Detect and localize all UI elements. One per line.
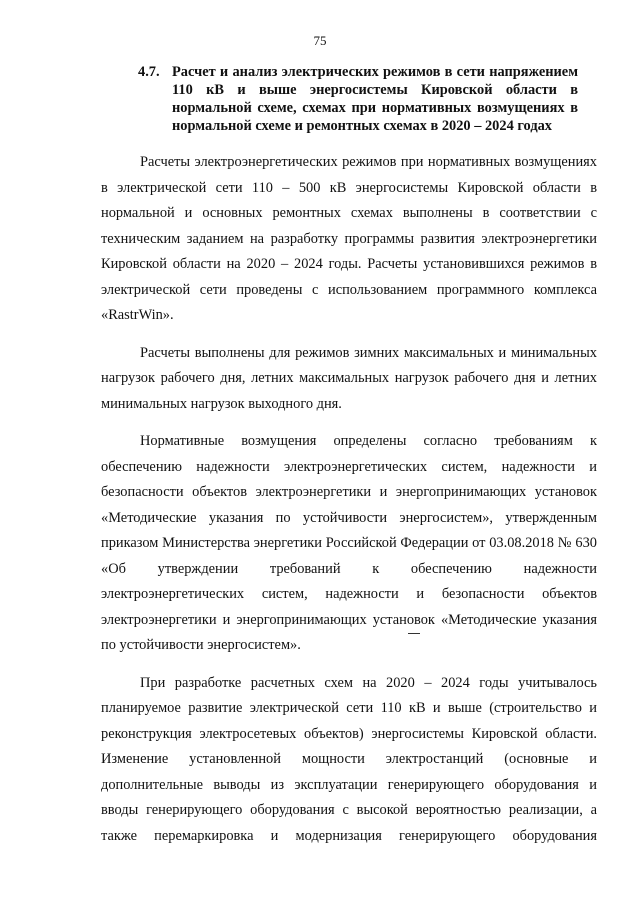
paragraph-calculations: Расчеты электроэнергетических режимов при нормативных возмущениях в электрической сети 110 – 500 кВ энергосистемы Кировской области в нормальной и основных ремонтных схемах выполнены в соответствии с техническим заданием на разработку программы развития электроэнергетики Кировской области на 2020 – 2024 годы. Расчеты установившихся режимов в электрической сети проведены с использованием программного комплекса «RastrWin». xyxy=(101,154,597,323)
paragraph-design-schemes: При разработке расчетных схем на 2020 – 2024 годы учитывалось планируемое развитие электрической сети 110 кВ и выше (строительство и реконструкция электросетевых объектов) энергосистемы Кировской области. Изменение установленной мощности электростанций (основные и дополнительные выводы из эксплуатации генерирующего оборудования и вводы генерирующего оборудования с высокой вероятностью реализации, а также перемаркировка и модернизация генерирующего оборудования xyxy=(101,674,597,844)
section-number: 4.7. xyxy=(138,64,160,80)
pen-mark xyxy=(408,633,420,634)
section-title: Расчет и анализ электрических режимов в сети напряжением 110 кВ и выше энергосистемы Кировской области в нормальной схеме, схемах при нормативных возмущениях в нормальной схеме и ремонтных схемах в 2020 – 2024 годах xyxy=(172,64,578,134)
paragraph-load-modes: Расчеты выполнены для режимов зимних максимальных и минимальных нагрузок рабочего дня, летних максимальных нагрузок рабочего дня и летних минимальных нагрузок выходного дня. xyxy=(101,344,597,412)
paragraph-normative-disturbances: Нормативные возмущения определены согласно требованиям к обеспечению надежности электроэнергетических систем, надежности и безопасности объектов электроэнергетики и энергопринимающих установок «Методические указания по устойчивости энергосистем», утвержденным приказом Министерства энергетики Российской Федерации от 03.08.2018 № 630 «Об утверждении требований к обеспечению надежности электроэнергетических систем, надежности и безопасности объектов электроэнергетики и энергопринимающих установок «Методические указания по устойчивости энергосистем». xyxy=(101,433,597,653)
section-heading xyxy=(138,63,578,135)
body-text xyxy=(101,150,597,861)
page-number: 75 xyxy=(313,33,327,48)
